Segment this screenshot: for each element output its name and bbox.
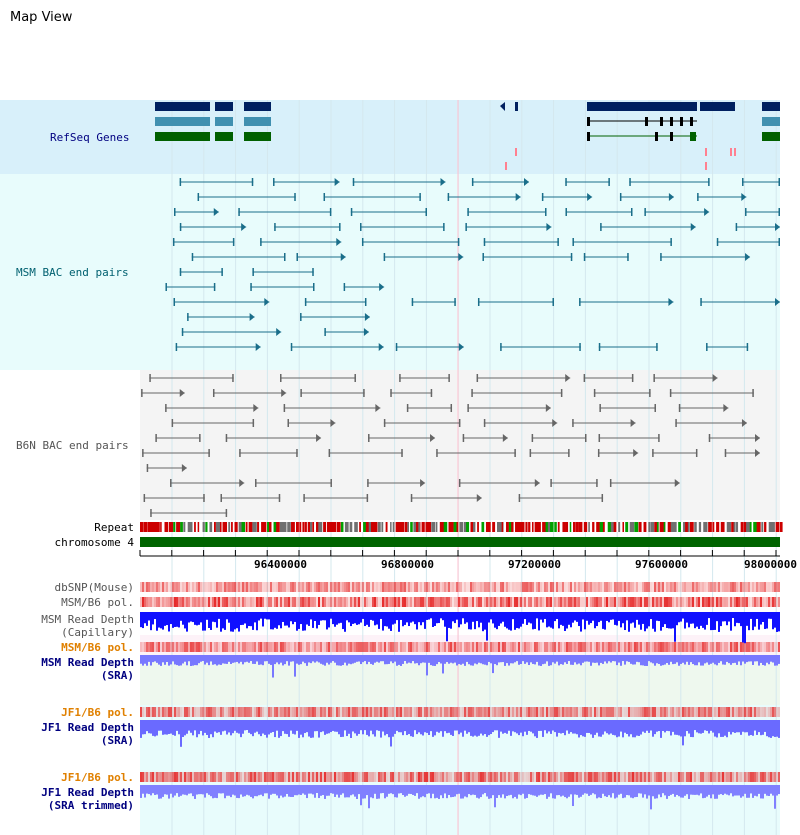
axis-tick-97200000: 97200000	[508, 558, 561, 571]
chromosome-bar	[140, 537, 780, 547]
label-msm-depth-capillary: MSM Read Depth	[41, 613, 134, 626]
label-msm-depth-capillary-sub: (Capillary)	[61, 626, 134, 639]
label-msm-depth-sra: MSM Read Depth	[41, 656, 134, 669]
label-chromosome: chromosome 4	[54, 536, 134, 549]
axis-tick-96400000: 96400000	[254, 558, 307, 571]
label-msm-b6-pol-2: MSM/B6 pol.	[61, 641, 134, 654]
label-msm-b6-pol-1: MSM/B6 pol.	[61, 596, 134, 609]
label-jf1-depth-trimmed: JF1 Read Depth	[41, 786, 134, 799]
label-dbsnp: dbSNP(Mouse)	[54, 581, 134, 594]
label-jf1-depth-sra-sub: (SRA)	[100, 734, 134, 747]
repeat-track[interactable]	[140, 522, 783, 532]
label-jf1-depth-sra: JF1 Read Depth	[41, 721, 134, 734]
axis-tick-97600000: 97600000	[635, 558, 688, 571]
map-view-title: Map View	[10, 10, 73, 25]
label-jf1-depth-trimmed-sub: (SRA trimmed)	[47, 799, 134, 812]
label-b6n-bac: B6N BAC end pairs	[16, 439, 129, 452]
label-msm-bac: MSM BAC end pairs	[16, 266, 129, 279]
label-jf1-b6-pol-2: JF1/B6 pol.	[61, 771, 134, 784]
label-refseq-genes: RefSeq Genes	[50, 131, 130, 144]
label-jf1-b6-pol-1: JF1/B6 pol.	[61, 706, 134, 719]
axis-tick-96800000: 96800000	[381, 558, 434, 571]
label-repeat: Repeat	[94, 521, 134, 534]
axis-tick-98000000: 98000000	[744, 558, 797, 571]
label-msm-depth-sra-sub: (SRA)	[100, 669, 134, 682]
